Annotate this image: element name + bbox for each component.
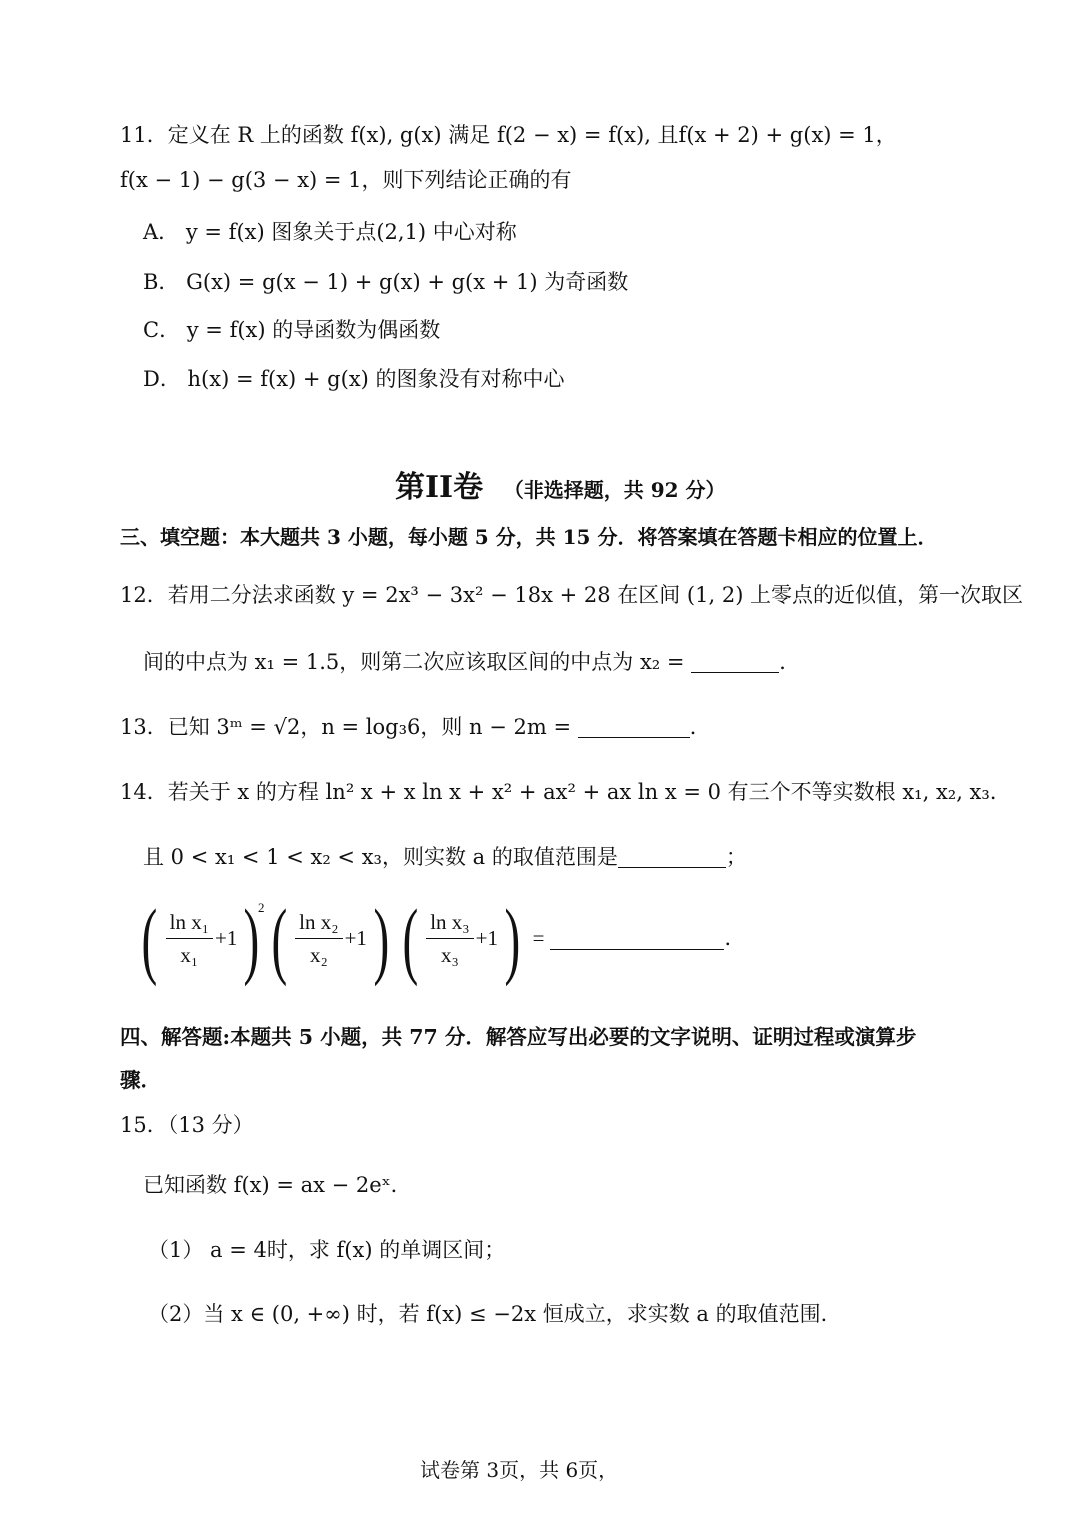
square-exponent: 2	[258, 900, 265, 915]
q11-stem-line2: f(x − 1) − g(3 − x) = 1，则下列结论正确的有	[120, 168, 572, 192]
q11-stem-line1	[120, 123, 897, 148]
option-label: C．	[143, 318, 181, 342]
q13-line	[120, 715, 711, 740]
fraction-2-denominator: x₂	[309, 942, 328, 967]
fraction-1	[166, 910, 213, 967]
q15-part2: （2）当 x ∈ (0, +∞) 时，若 f(x) ≤ −2x 恒成立，求实数 a 的取值范围．	[148, 1302, 842, 1326]
option-label: D．	[143, 367, 181, 391]
q14-answer-blank-2[interactable]	[550, 928, 724, 950]
fraction-1-denominator: x₁	[180, 942, 199, 967]
option-text: y = f(x) 的导函数为偶函数	[186, 318, 441, 342]
fraction-3-numerator: ln x₃	[426, 910, 473, 938]
q13-end-punct: ．	[689, 715, 711, 739]
part2-title-row	[395, 470, 726, 506]
q14-line2-punct: ；	[725, 845, 747, 869]
q12-line2	[143, 650, 800, 675]
q15-part1: （1） a = 4时，求 f(x) 的单调区间；	[148, 1238, 506, 1262]
q11-stem-text: 定义在 R 上的函数 f(x), g(x) 满足 f(2 − x) = f(x), 且f(x + 2) + g(x) = 1，	[167, 123, 897, 147]
section4-heading-line2: 骤．	[120, 1068, 161, 1092]
right-paren-2: )	[373, 891, 390, 987]
q14-line2	[143, 845, 747, 870]
fraction-3	[426, 910, 473, 967]
q11-option-a	[143, 220, 517, 245]
plus-one-3: +1	[475, 926, 498, 951]
option-text: y = f(x) 图象关于点(2,1) 中心对称	[185, 220, 517, 244]
fraction-3-denominator: x₃	[440, 942, 459, 967]
q14-line2-text: 且 0 < x₁ < 1 < x₂ < x₃，则实数 a 的取值范围是	[143, 845, 618, 869]
q14-line1: 14．若关于 x 的方程 ln² x + x ln x + x² + ax² + ax ln x = 0 有三个不等实数根 x₁, x₂, x₃．	[120, 780, 1011, 804]
fraction-1-numerator: ln x₁	[166, 910, 213, 938]
left-paren-1: (	[141, 891, 158, 987]
left-paren-2: (	[270, 891, 287, 987]
plus-one-1: +1	[215, 926, 238, 951]
q14-product-expression	[135, 891, 746, 987]
option-text: h(x) = f(x) + g(x) 的图象没有对称中心	[187, 367, 565, 391]
q12-answer-blank[interactable]	[691, 651, 779, 673]
q11-option-b	[143, 270, 628, 295]
fraction-2	[295, 910, 342, 967]
q15-stem: 已知函数 f(x) = ax − 2eˣ．	[143, 1173, 412, 1197]
q11-number: 11．	[120, 123, 168, 147]
option-text: G(x) = g(x − 1) + g(x) + g(x + 1) 为奇函数	[186, 270, 629, 294]
part2-subtitle: （非选择题，共 92 分）	[503, 478, 726, 502]
q14-line3-punct: ．	[724, 926, 746, 951]
section3-heading: 三、填空题：本大题共 3 小题，每小题 5 分，共 15 分．将答案填在答题卡相应的位置上．	[120, 525, 938, 549]
q15-number: 15．（13 分）	[120, 1113, 254, 1137]
equals-sign: =	[532, 926, 545, 951]
q14-answer-blank-1[interactable]	[618, 846, 726, 868]
plus-one-2: +1	[344, 926, 367, 951]
option-label: A．	[143, 220, 180, 244]
page-footer: 试卷第 3页，共 6页，	[420, 1458, 619, 1482]
option-label: B．	[143, 270, 180, 294]
q12-line1: 12．若用二分法求函数 y = 2x³ − 3x² − 18x + 28 在区间 (1, 2) 上零点的近似值，第一次取区	[120, 583, 1024, 607]
part2-title: 第II卷	[395, 470, 484, 505]
q13-answer-blank[interactable]	[578, 716, 690, 738]
q12-end-punct: ．	[779, 650, 801, 674]
q11-option-d	[143, 367, 565, 392]
right-paren-1: )	[243, 891, 260, 987]
section4-heading-line1: 四、解答题:本题共 5 小题，共 77 分．解答应写出必要的文字说明、证明过程或演算步	[120, 1025, 917, 1049]
q13-text: 13．已知 3ᵐ = √2，n = log₃6，则 n − 2m =	[120, 715, 572, 739]
fraction-2-numerator: ln x₂	[295, 910, 342, 938]
q11-option-c	[143, 318, 440, 343]
right-paren-3: )	[504, 891, 521, 987]
q12-line2-text: 间的中点为 x₁ = 1.5，则第二次应该取区间的中点为 x₂ =	[143, 650, 685, 674]
left-paren-3: (	[402, 891, 418, 987]
